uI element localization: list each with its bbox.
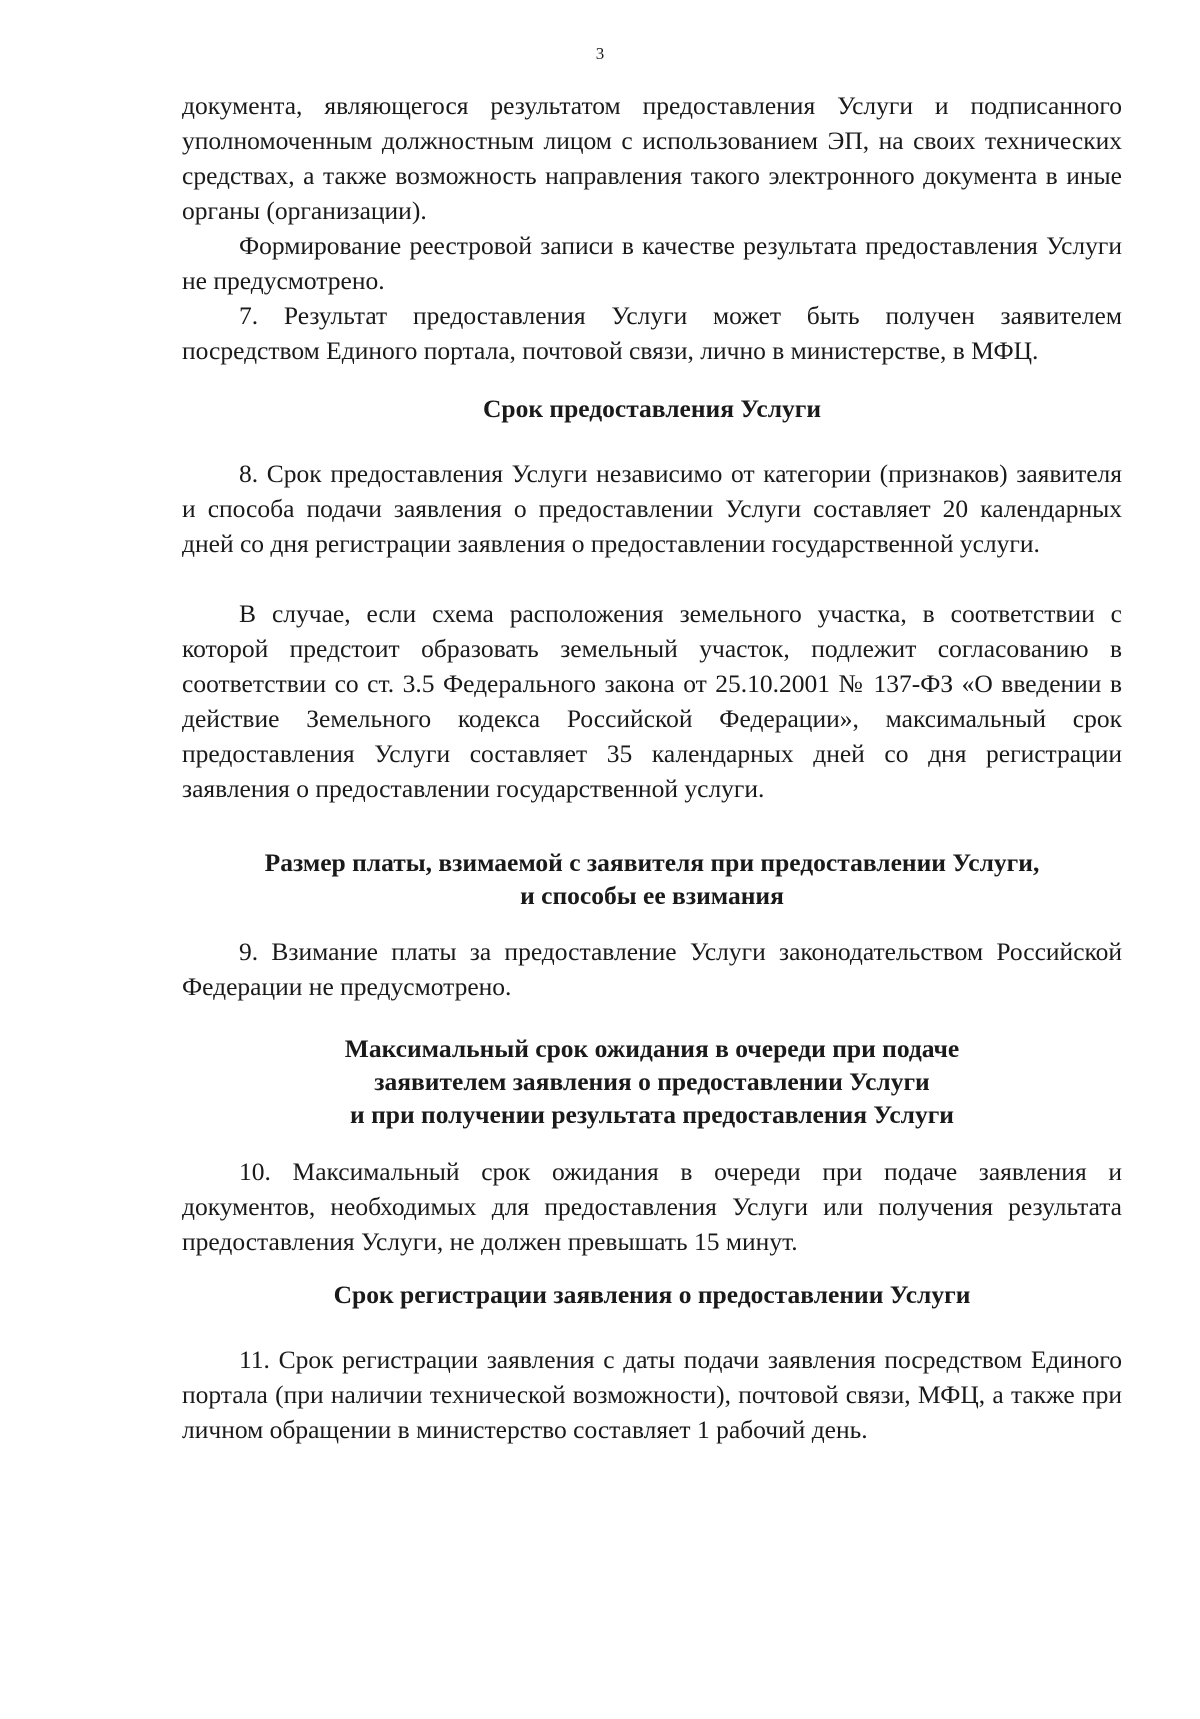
heading-queue-line-1: Максимальный срок ожидания в очереди при подаче bbox=[344, 1034, 960, 1063]
heading-queue-line-2: заявителем заявления о предоставлении Услуги bbox=[374, 1067, 930, 1096]
heading-service-term: Срок предоставления Услуги bbox=[482, 394, 822, 423]
paragraph-10: 10. Максимальный срок ожидания в очереди при подаче заявления и документов, необходимых для предоставления Услуги или получения результата предоставления Услуги, не должен превышать 15 минут. bbox=[182, 1157, 1122, 1256]
paragraph-result-document: документа, являющегося результатом предоставления Услуги и подписанного уполномоченным должностным лицом с использованием ЭП, на своих технических средствах, а также возможность направления такого электронного документа в иные органы (организации). bbox=[182, 91, 1122, 225]
page-number: 3 bbox=[595, 44, 605, 63]
paragraph-land-plot-case: В случае, если схема расположения земельного участка, в соответствии с которой предстоит образовать земельный участок, подлежит согласованию в соответствии со ст. 3.5 Федерального закона от 25.10.2001 № 137-ФЗ «О введении в действие Земельного кодекса Российской Федерации», максимальный срок предоставления Услуги составляет 35 календарных дней со дня регистрации заявления о предоставлении государственной услуги. bbox=[182, 599, 1122, 803]
paragraph-registry-record: Формирование реестровой записи в качестве результата предоставления Услуги не предусмотрено. bbox=[182, 231, 1122, 295]
heading-queue-time bbox=[182, 1032, 1122, 1131]
paragraph-7: 7. Результат предоставления Услуги может быть получен заявителем посредством Единого портала, почтовой связи, лично в министерстве, в МФЦ. bbox=[182, 301, 1122, 365]
paragraph-9: 9. Взимание платы за предоставление Услуги законодательством Российской Федерации не предусмотрено. bbox=[182, 937, 1122, 1001]
paragraph-8: 8. Срок предоставления Услуги независимо от категории (признаков) заявителя и способа подачи заявления о предоставлении Услуги составляет 20 календарных дней со дня регистрации заявления о предоставлении государственной услуги. bbox=[182, 459, 1122, 558]
heading-queue-line-3: и при получении результата предоставления Услуги bbox=[350, 1100, 954, 1129]
heading-registration-term: Срок регистрации заявления о предоставлении Услуги bbox=[333, 1280, 971, 1309]
heading-fee bbox=[182, 846, 1122, 912]
heading-fee-line-1: Размер платы, взимаемой с заявителя при предоставлении Услуги, bbox=[264, 848, 1040, 877]
paragraph-11: 11. Срок регистрации заявления с даты подачи заявления посредством Единого портала (при наличии технической возможности), почтовой связи, МФЦ, а также при личном обращении в министерство составляет 1 рабочий день. bbox=[182, 1345, 1122, 1444]
heading-fee-line-2: и способы ее взимания bbox=[520, 881, 784, 910]
